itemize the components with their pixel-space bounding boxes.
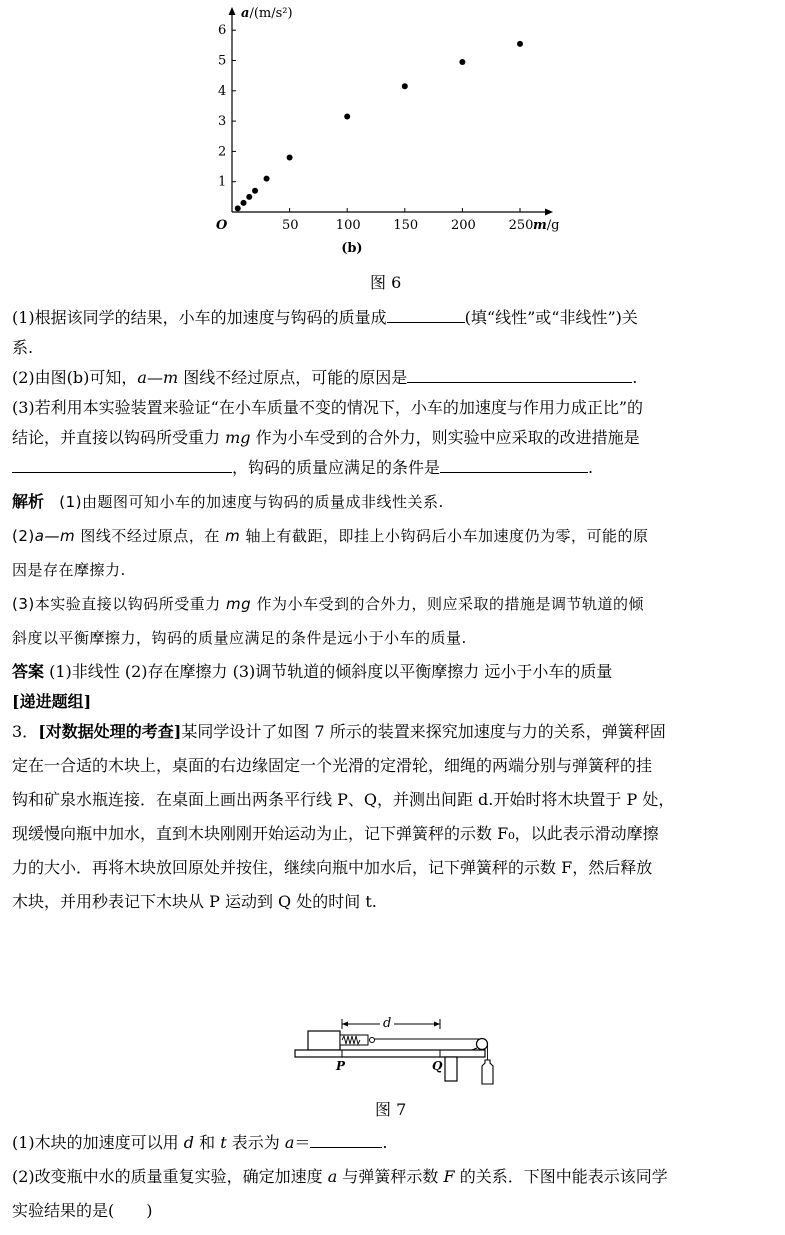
x-tick-label: 150 (393, 218, 419, 233)
answer-line: 答案 (1)非线性 (2)存在摩擦力 (3)调节轨道的倾斜度以平衡摩擦力 远小于小车的质量 (12, 662, 613, 681)
p3-line6: 木块，并用秒表记下木块从 P 运动到 Q 处的时间 t. (12, 892, 377, 911)
answer-blank-5 (310, 1129, 382, 1148)
data-point (241, 200, 247, 206)
figure6-chart (180, 0, 600, 262)
q1-line1: (1)根据该同学的结果，小车的加速度与钩码的质量成 (填“线性”或“非线性”)关 (12, 303, 776, 333)
analysis-line3: 因是存在摩擦力. (12, 561, 126, 579)
answer-blank-1 (387, 304, 465, 323)
figure7-caption: 图 7 (375, 1100, 407, 1119)
y-tick-label: 3 (218, 114, 227, 130)
data-point (459, 59, 465, 65)
y-axis-label: a/(m/s²) (241, 6, 293, 22)
analysis-line5: 斜度以平衡摩擦力，钩码的质量应满足的条件是远小于小车的质量. (12, 629, 467, 647)
data-point (287, 154, 293, 160)
x-tick-label: 200 (451, 218, 476, 233)
wooden-block (308, 1031, 340, 1050)
x-axis-label: m/g (533, 218, 560, 233)
label-p: P (336, 1059, 346, 1073)
question-text (12, 303, 776, 917)
p3-line1: 3．[对数据处理的考查]某同学设计了如图 7 所示的装置来探究加速度与力的关系，弹簧秤固 (12, 722, 666, 741)
q3-line3: ，钩码的质量应满足的条件是 . (12, 453, 776, 483)
water-bottle (482, 1060, 493, 1084)
y-axis-arrow (229, 7, 236, 15)
s2-line2: 实验结果的是( ) (12, 1201, 153, 1220)
data-point (246, 194, 252, 200)
d-arrow-left (342, 1022, 348, 1027)
q3-line2: 结论，并直接以钩码所受重力 mg 作为小车受到的合外力，则实验中应采取的改进措施是 (12, 428, 640, 447)
d-arrow-right (434, 1022, 440, 1027)
x-tick-label: 250 (508, 218, 534, 233)
origin-label: O (216, 218, 228, 233)
figure-sublabel: (b) (341, 241, 363, 256)
q3-line1: (3)若利用本实验装置来验证“在小车质量不变的情况下，小车的加速度与作用力成正比”的 (12, 398, 644, 417)
answer-blank-2 (407, 364, 632, 383)
y-tick-label: 4 (218, 83, 227, 99)
label-d: d (383, 1016, 392, 1031)
q1-line2: 系. (12, 338, 34, 357)
p3-line5: 力的大小．再将木块放回原处并按住，继续向瓶中加水后，记下弹簧秤的示数 F，然后释放 (12, 858, 653, 877)
x-axis-arrow (545, 209, 553, 216)
data-point (344, 114, 350, 120)
answer-blank-3 (12, 454, 232, 473)
data-point (235, 205, 241, 211)
answer-blank-4 (440, 454, 588, 473)
data-point (252, 188, 258, 194)
s1-line: (1)木块的加速度可以用 d 和 t 表示为 a＝ . (12, 1128, 776, 1158)
analysis-label: 解析 (12, 492, 45, 511)
y-tick-label: 6 (218, 23, 227, 39)
s2-line1: (2)改变瓶中水的质量重复实验，确定加速度 a 与弹簧秤示数 F 的关系．下图中能表示该同学 (12, 1167, 668, 1186)
section-title: [递进题组] (12, 692, 92, 711)
label-q: Q (432, 1059, 443, 1073)
pulley (477, 1039, 488, 1050)
x-tick-label: 50 (282, 218, 299, 233)
data-point (402, 83, 408, 89)
y-tick-label: 2 (218, 144, 227, 160)
q2-line: (2)由图(b)可知，a—m 图线不经过原点，可能的原因是 . (12, 363, 776, 393)
analysis-line1: 解析 (1)由题图可知小车的加速度与钩码的质量成非线性关系. (12, 492, 444, 511)
scale-hook (370, 1038, 375, 1043)
x-tick-label: 100 (335, 218, 361, 233)
analysis-line4: (3)本实验直接以钩码所受重力 mg 作为小车受到的合外力，则应采取的措施是调节轨道的倾 (12, 595, 644, 613)
answer-label: 答案 (12, 662, 45, 681)
p3-line3: 钩和矿泉水瓶连接．在桌面上画出两条平行线 P、Q，并测出间距 d.开始时将木块置于 P 处， (12, 790, 675, 809)
data-point (264, 176, 270, 182)
y-tick-label: 1 (218, 174, 227, 190)
p3-line4: 现缓慢向瓶中加水，直到木块刚刚开始运动为止，记下弹簧秤的示数 F₀，以此表示滑动摩擦 (12, 824, 659, 843)
y-tick-label: 5 (218, 53, 227, 69)
table-top (295, 1050, 485, 1057)
figure7-diagram (290, 1012, 500, 1087)
figure6-caption: 图 6 (370, 273, 402, 292)
data-point (517, 41, 523, 47)
p3-line2: 定在一合适的木块上，桌面的右边缘固定一个光滑的定滑轮，细绳的两端分别与弹簧秤的挂 (12, 756, 653, 775)
sub-question-text (12, 1128, 776, 1226)
analysis-line2: (2)a—m 图线不经过原点，在 m 轴上有截距，即挂上小钩码后小车加速度仍为零，可能的原 (12, 527, 649, 545)
table-leg (445, 1057, 457, 1081)
